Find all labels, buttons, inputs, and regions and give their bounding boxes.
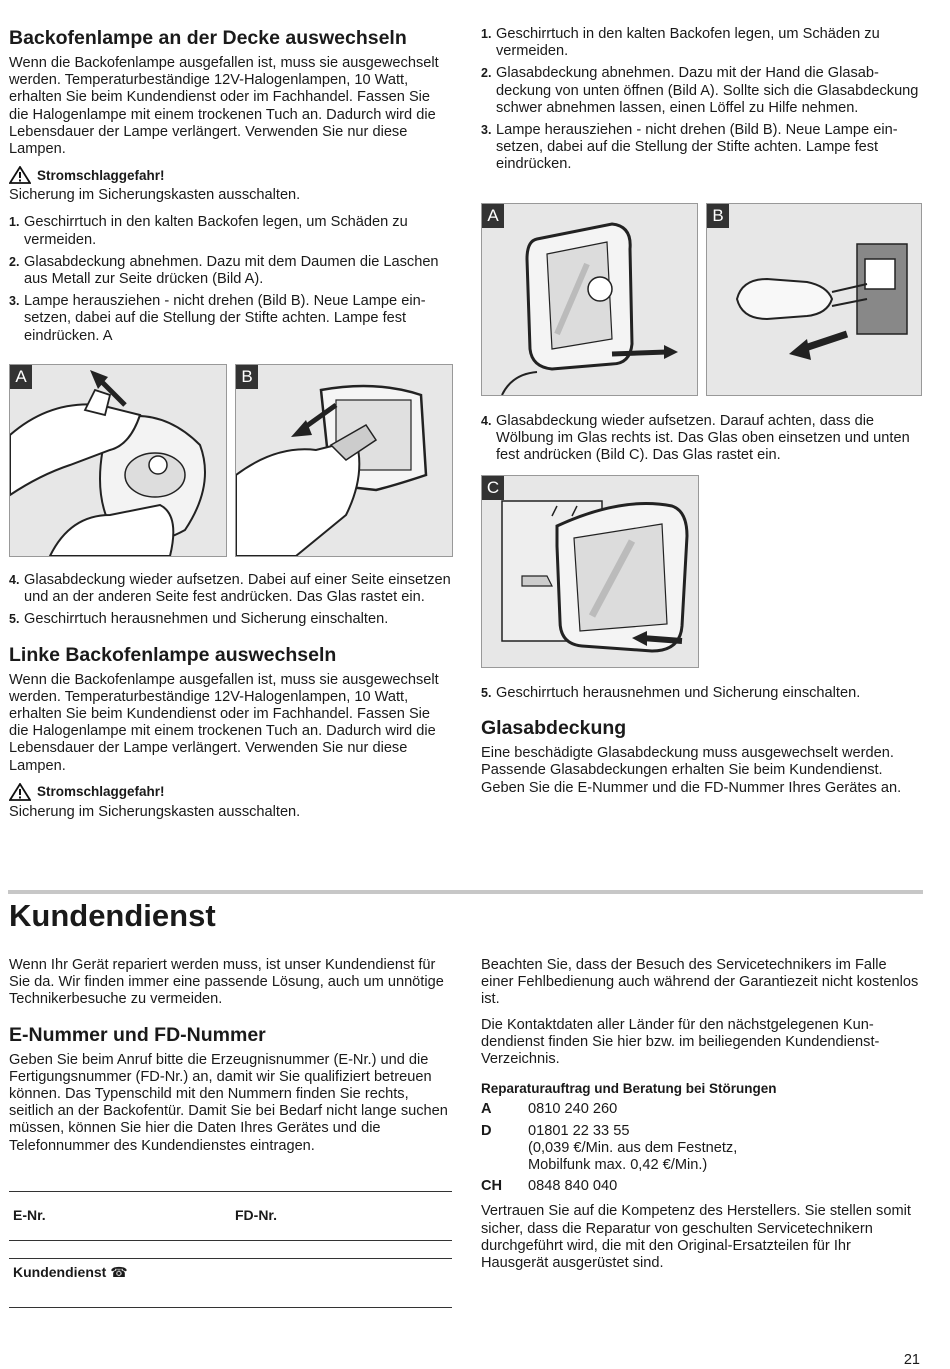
figure-label: C [482, 476, 504, 500]
warning-heading [9, 783, 453, 801]
figure-label: A [482, 204, 504, 228]
glass-cover-opening-illustration [482, 204, 697, 395]
form-label-fd-nr: FD-Nr. [235, 1207, 277, 1223]
figure-right-c [481, 475, 699, 668]
form-label-kundendienst: Kundendienst ☎ [13, 1264, 128, 1280]
list-item: 4. Glasabdeckung wieder aufsetzen. Darauf achten, dass die Wölbung im Glas rechts ist. Das Glas oben einsetzen und unten fest andrücken (Bild C). Das Glas rastet ein. [481, 413, 910, 464]
list-item: 1. Geschirrtuch in den kalten Backofen legen, um Schäden zu vermeiden. [481, 26, 880, 60]
kd-intro: Wenn Ihr Gerät repariert werden muss, ist unser Kundendienst für Sie da. Wir finden immer eine passende Lösung, auch um unnötige Technikerbesuche zu vermeiden. [9, 957, 444, 1008]
warning-triangle-icon [9, 166, 31, 184]
form-label-e-nr: E-Nr. [13, 1207, 46, 1223]
list-item: 1. Geschirrtuch in den kalten Backofen legen, um Schäden zu vermeiden. [9, 214, 408, 248]
form-line [9, 1258, 452, 1259]
section-text-glass-cover: Eine beschädigte Glasabdeckung muss ausgewechselt werden. Passende Glasabdeckungen erhalten Sie beim Kundendienst. Geben Sie die E-Nummer und die FD-Nummer Ihres Gerätes an. [481, 745, 902, 796]
steps-list-ceiling [9, 214, 453, 344]
form-line [9, 1307, 452, 1308]
section-title-e-number: E-Nummer und FD-Nummer [9, 1023, 266, 1046]
right-column-top [481, 26, 921, 179]
figure-label: B [707, 204, 729, 228]
section-title-left-lamp: Linke Backofenlampe auswechseln [9, 643, 337, 666]
left-column-middle [9, 572, 453, 821]
section-intro-left-lamp: Wenn die Backofenlampe ausgefallen ist, muss sie ausgewechselt werden. Temperaturbeständige 12V-Halogenlampen, 10 Watt, erhalten Sie beim Kundendienst oder im Fachhandel. Fassen Sie die Halogenlampe mit einem trockenen Tuch an. Dadurch wird die Lebensdauer der Lampe verlängert. Verwenden Sie nur diese Lampen. [9, 671, 439, 774]
phone-row-ch: CH 0848 840 040 [481, 1178, 618, 1195]
phone-list [481, 1101, 921, 1195]
form-line [9, 1191, 452, 1192]
section-text-e-number: Geben Sie beim Anruf bitte die Erzeugnisnummer (E-Nr.) und die Fertigungsnummer (FD-Nr.) an, damit wir Sie qualifiziert betreuen können. Das Typenschild mit den Nummern finden Sie rechts, seitlich an der Backofentür. Damit Sie bei Bedarf nicht lange suchen müssen, können Sie hier die Daten Ihres Gerätes und die Telefonnummer des Kundendienstes eintragen. [9, 1051, 448, 1154]
list-item: 2. Glasabdeckung abnehmen. Dazu mit der Hand die Glasabdeckung von unten öffnen (Bild A). Sollte sich die Glasabdeckung schwer abnehmen lassen, einen Löffel zu Hilfe nehmen. [481, 65, 919, 116]
figure-left-a [9, 364, 227, 557]
form-line [9, 1240, 452, 1241]
steps-list-step5 [481, 685, 921, 702]
figure-right-a [481, 203, 698, 396]
glass-cover-refit-illustration [482, 476, 698, 667]
section-intro-ceiling-lamp: Wenn die Backofenlampe ausgefallen ist, muss sie ausgewechselt werden. Temperaturbeständige 12V-Halogenlampen, 10 Watt, erhalten Sie beim Kundendienst oder im Fachhandel. Fassen Sie die Halogenlampe mit einem trockenen Tuch an. Dadurch wird die Lebensdauer der Lampe verlängert. Verwenden Sie nur diese Lampen. [9, 55, 439, 158]
page-number: 21 [903, 1352, 920, 1368]
kd-left-column [9, 957, 453, 1155]
page-title-kundendienst: Kundendienst [9, 898, 216, 933]
section-divider [8, 890, 923, 894]
warning-heading [9, 166, 453, 184]
phone-row-d: D 01801 22 33 55 (0,039 €/Min. aus dem Festnetz, Mobilfunk max. 0,42 €/Min.) [481, 1122, 738, 1174]
steps-list-left-lamp [481, 26, 921, 174]
kd-right-column [481, 957, 921, 1272]
right-column-lower [481, 685, 921, 797]
steps-list-ceiling-continued [9, 572, 453, 629]
phone-row-a: A 0810 240 260 [481, 1101, 618, 1118]
list-item: 5. Geschirrtuch herausnehmen und Sicherung einschalten. [481, 685, 861, 701]
halogen-lamp-illustration [707, 204, 921, 395]
warning-triangle-icon [9, 783, 31, 801]
warning-label: Stromschlaggefahr! [37, 167, 165, 183]
section-title-ceiling-lamp: Backofenlampe an der Decke auswechseln [9, 27, 407, 49]
figure-right-b [706, 203, 922, 396]
figure-label: A [10, 365, 32, 389]
left-column-top [9, 26, 453, 350]
list-item: 2. Glasabdeckung abnehmen. Dazu mit dem Daumen die Laschen aus Metall zur Seite drücken (Bild A). [9, 253, 439, 288]
kd-right-paragraph-2: Die Kontaktdaten aller Länder für den nächstgelegenen Kundendienst finden Sie hier bzw. im beiliegenden Kundendienst-Verzeichnis. [481, 1016, 880, 1068]
warning-text: Sicherung im Sicherungskasten ausschalten. [9, 803, 301, 820]
list-item: 3. Lampe herausziehen - nicht drehen (Bild B). Neue Lampe einsetzen, dabei auf die Stellung der Stifte achten. Lampe fest eindrücken. A [9, 293, 426, 344]
figure-left-b [235, 364, 453, 557]
section-title-glass-cover: Glasabdeckung [481, 717, 627, 740]
list-item: 3. Lampe herausziehen - nicht drehen (Bild B). Neue Lampe einsetzen, dabei auf die Stellung der Stifte achten. Lampe fest eindrücken. [481, 122, 898, 173]
steps-list-step4 [481, 413, 921, 465]
right-column-step4 [481, 413, 921, 470]
list-item: 5. Geschirrtuch herausnehmen und Sicherung einschalten. [9, 611, 389, 628]
list-item: 4. Glasabdeckung wieder aufsetzen. Dabei auf einer Seite einsetzen und an der anderen Seite fest andrücken. Das Glas rastet ein. [9, 572, 451, 606]
hand-glass-cover-illustration [10, 365, 226, 556]
repair-heading: Reparaturauftrag und Beratung bei Störungen [481, 1081, 777, 1097]
figure-label: B [236, 365, 258, 389]
kd-right-paragraph-1: Beachten Sie, dass der Besuch des Servicetechnikers im Falle einer Fehlbedienung auch während der Garantiezeit nicht kostenlos ist. [481, 957, 919, 1008]
kd-right-paragraph-3: Vertrauen Sie auf die Kompetenz des Herstellers. Sie stellen somit sicher, dass die Reparatur von geschulten Servicetechnikern durchgeführt wird, die mit den Original-Ersatzteilen für Ihr Hausgerät ausgerüstet sind. [481, 1203, 911, 1272]
warning-text: Sicherung im Sicherungskasten ausschalten. [9, 187, 301, 204]
warning-label: Stromschlaggefahr! [37, 784, 165, 800]
lamp-removal-illustration [236, 365, 452, 556]
